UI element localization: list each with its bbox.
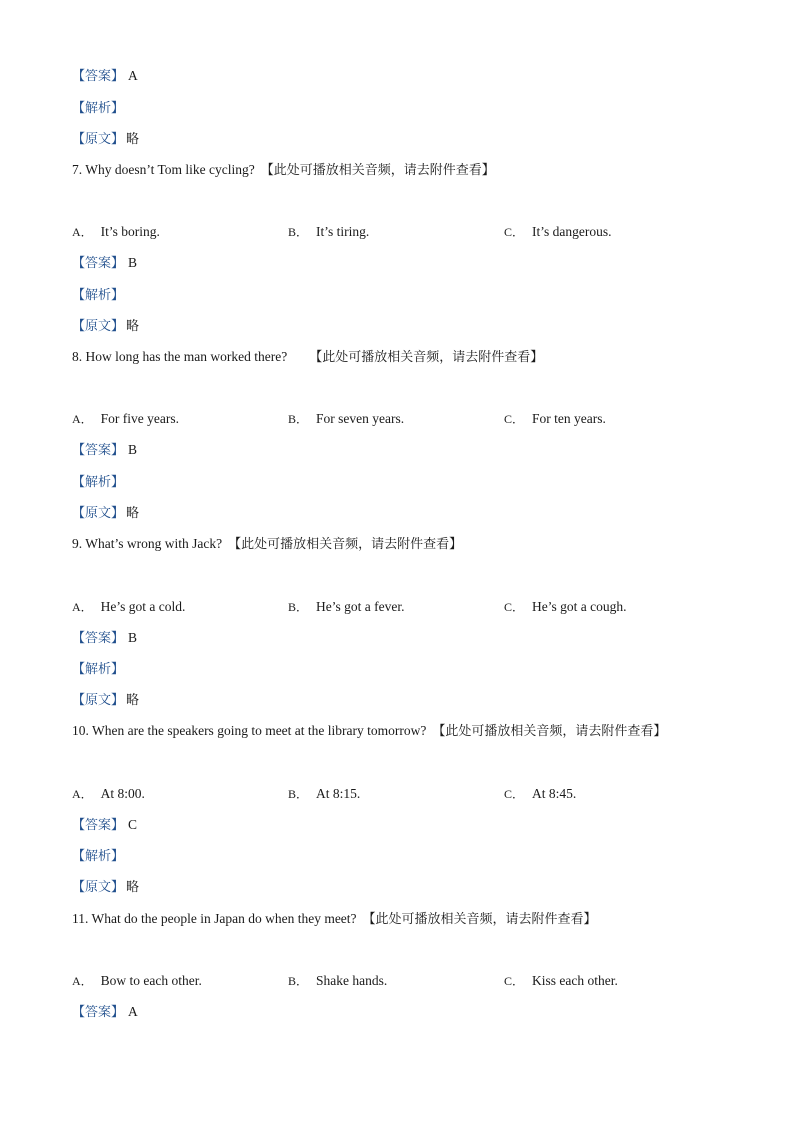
answer-label: 答案 <box>85 818 112 833</box>
answer-line <box>72 628 137 648</box>
bracket-left: 【 <box>72 288 86 303</box>
bracket-left: 【 <box>72 1005 86 1020</box>
option-c <box>504 597 627 617</box>
answer-value: B <box>128 255 138 270</box>
original-value: 略 <box>126 693 140 708</box>
bracket-right: 】 <box>111 631 125 646</box>
bracket-left: 【 <box>72 475 86 490</box>
bracket-right: 】 <box>111 1005 125 1020</box>
bracket-left: 【 <box>72 506 86 521</box>
bracket-left: 【 <box>72 132 86 147</box>
option-c <box>504 222 612 242</box>
answer-value: B <box>128 442 138 457</box>
option-c <box>504 971 618 991</box>
question-10 <box>72 721 666 741</box>
options-row-10 <box>72 784 732 804</box>
option-letter: A． <box>72 412 93 426</box>
option-letter: B． <box>288 412 309 426</box>
option-b <box>288 784 360 804</box>
audio-note: 【此处可播放相关音频，请去附件查看】 <box>260 163 495 178</box>
answer-label: 答案 <box>85 256 112 271</box>
option-b <box>288 971 387 991</box>
option-text: Bow to each other. <box>100 973 202 988</box>
analysis-label: 解析 <box>85 849 112 864</box>
audio-note: 【此处可播放相关音频，请去附件查看】 <box>309 350 544 365</box>
analysis-label: 解析 <box>85 662 112 677</box>
audio-note: 【此处可播放相关音频，请去附件查看】 <box>432 724 667 739</box>
answer-line <box>72 1002 138 1022</box>
options-row-8 <box>72 409 732 429</box>
answer-label: 答案 <box>85 1005 112 1020</box>
bracket-right: 】 <box>111 693 125 708</box>
analysis-line <box>72 98 124 118</box>
option-letter: B． <box>288 600 309 614</box>
original-label: 原文 <box>85 319 112 334</box>
option-text: At 8:45. <box>532 786 577 801</box>
bracket-right: 】 <box>111 506 125 521</box>
answer-label: 答案 <box>85 69 112 84</box>
options-row-9 <box>72 597 732 617</box>
original-line <box>72 503 139 523</box>
option-letter: C． <box>504 412 525 426</box>
question-text: 8. How long has the man worked there? <box>72 349 288 364</box>
option-letter: A． <box>72 600 93 614</box>
question-9 <box>72 534 462 554</box>
analysis-line <box>72 285 124 305</box>
bracket-right: 】 <box>111 475 125 490</box>
bracket-right: 】 <box>111 132 125 147</box>
analysis-line <box>72 659 124 679</box>
bracket-right: 】 <box>111 818 125 833</box>
answer-line <box>72 440 137 460</box>
audio-note: 【此处可播放相关音频，请去附件查看】 <box>228 537 463 552</box>
option-text: It’s tiring. <box>316 224 370 239</box>
option-a <box>72 971 202 991</box>
bracket-right: 】 <box>111 880 125 895</box>
bracket-left: 【 <box>72 101 86 116</box>
question-text: 9. What’s wrong with Jack? <box>72 536 223 551</box>
original-label: 原文 <box>85 880 112 895</box>
option-letter: B． <box>288 974 309 988</box>
analysis-label: 解析 <box>85 288 112 303</box>
original-value: 略 <box>126 506 140 521</box>
bracket-left: 【 <box>72 849 86 864</box>
option-b <box>288 409 404 429</box>
bracket-right: 】 <box>111 849 125 864</box>
option-letter: C． <box>504 787 525 801</box>
answer-line <box>72 66 138 86</box>
bracket-left: 【 <box>72 631 86 646</box>
bracket-right: 】 <box>111 101 125 116</box>
answer-value: A <box>128 1004 138 1019</box>
option-text: Kiss each other. <box>532 973 618 988</box>
option-a <box>72 409 179 429</box>
options-row-7 <box>72 222 732 242</box>
original-line <box>72 877 139 897</box>
original-line <box>72 129 139 149</box>
option-text: For five years. <box>100 411 180 426</box>
question-text: 10. When are the speakers going to meet at the library tomorrow? <box>72 723 427 738</box>
bracket-left: 【 <box>72 69 86 84</box>
question-text: 11. What do the people in Japan do when they meet? <box>72 911 357 926</box>
option-letter: C． <box>504 600 525 614</box>
original-line <box>72 316 139 336</box>
question-7 <box>72 160 495 180</box>
answer-line <box>72 815 137 835</box>
bracket-right: 】 <box>111 69 125 84</box>
answer-label: 答案 <box>85 631 112 646</box>
option-text: For seven years. <box>316 411 405 426</box>
original-value: 略 <box>126 132 140 147</box>
option-text: At 8:00. <box>100 786 145 801</box>
bracket-right: 】 <box>111 288 125 303</box>
analysis-line <box>72 472 124 492</box>
option-b <box>288 597 404 617</box>
bracket-left: 【 <box>72 256 86 271</box>
original-label: 原文 <box>85 693 112 708</box>
options-row-11 <box>72 971 732 991</box>
option-letter: B． <box>288 225 309 239</box>
bracket-left: 【 <box>72 319 86 334</box>
question-text: 7. Why doesn’t Tom like cycling? <box>72 162 255 177</box>
bracket-left: 【 <box>72 693 86 708</box>
analysis-label: 解析 <box>85 475 112 490</box>
option-text: It’s dangerous. <box>532 224 612 239</box>
option-text: He’s got a cough. <box>532 599 627 614</box>
answer-value: C <box>128 817 138 832</box>
option-a <box>72 784 145 804</box>
option-text: It’s boring. <box>100 224 160 239</box>
answer-value: B <box>128 630 138 645</box>
option-letter: C． <box>504 974 525 988</box>
bracket-left: 【 <box>72 662 86 677</box>
option-text: He’s got a fever. <box>316 599 405 614</box>
option-letter: C． <box>504 225 525 239</box>
bracket-right: 】 <box>111 256 125 271</box>
original-value: 略 <box>126 319 140 334</box>
answer-value: A <box>128 68 138 83</box>
original-value: 略 <box>126 880 140 895</box>
analysis-line <box>72 846 124 866</box>
bracket-left: 【 <box>72 443 86 458</box>
bracket-left: 【 <box>72 818 86 833</box>
question-8 <box>72 347 543 367</box>
option-a <box>72 222 160 242</box>
option-b <box>288 222 369 242</box>
option-c <box>504 409 606 429</box>
bracket-right: 】 <box>111 443 125 458</box>
option-text: At 8:15. <box>316 786 361 801</box>
analysis-label: 解析 <box>85 101 112 116</box>
bracket-right: 】 <box>111 319 125 334</box>
audio-note: 【此处可播放相关音频，请去附件查看】 <box>362 912 597 927</box>
original-label: 原文 <box>85 506 112 521</box>
option-letter: B． <box>288 787 309 801</box>
option-letter: A． <box>72 787 93 801</box>
option-text: For ten years. <box>532 411 606 426</box>
option-a <box>72 597 185 617</box>
option-letter: A． <box>72 974 93 988</box>
original-line <box>72 690 139 710</box>
option-text: Shake hands. <box>316 973 388 988</box>
bracket-left: 【 <box>72 880 86 895</box>
option-letter: A． <box>72 225 93 239</box>
option-c <box>504 784 576 804</box>
answer-line <box>72 253 137 273</box>
bracket-right: 】 <box>111 662 125 677</box>
original-label: 原文 <box>85 132 112 147</box>
answer-label: 答案 <box>85 443 112 458</box>
option-text: He’s got a cold. <box>100 599 186 614</box>
question-11 <box>72 909 597 929</box>
